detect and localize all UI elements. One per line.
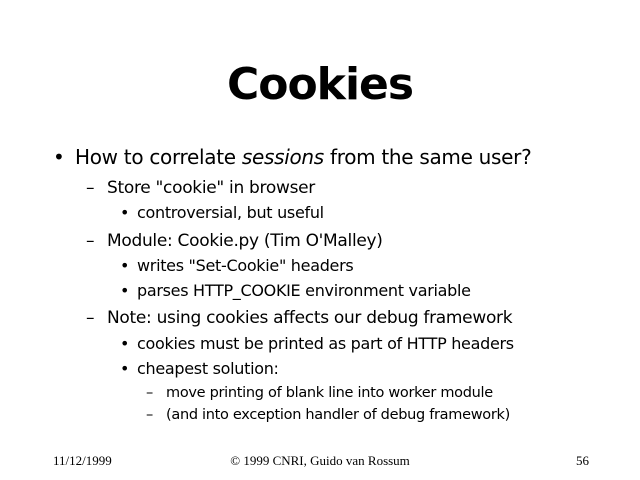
footer-date: 11/12/1999 bbox=[53, 453, 112, 468]
bullet-controversial bbox=[120, 203, 324, 222]
bullet-text-pre: How to correlate bbox=[75, 145, 242, 169]
dash-icon: – bbox=[146, 385, 153, 401]
bullet-how-to-correlate bbox=[53, 145, 531, 169]
bullet-writes-setcookie bbox=[120, 256, 353, 275]
bullet-dot-icon: • bbox=[120, 281, 130, 300]
slide-title: Cookies bbox=[226, 59, 414, 110]
bullet-parses-httpcookie bbox=[120, 281, 471, 300]
bullet-and-into-exception bbox=[146, 407, 510, 424]
bullet-move-printing bbox=[146, 385, 493, 402]
bullet-text: writes "Set-Cookie" headers bbox=[137, 256, 354, 275]
footer-page-number: 56 bbox=[576, 453, 589, 468]
bullet-module-cookiepy bbox=[86, 231, 383, 251]
bullet-text: move printing of blank line into worker module bbox=[166, 385, 493, 401]
bullet-text-emphasis: sessions bbox=[241, 145, 324, 169]
bullet-cookies-printed bbox=[120, 334, 514, 353]
bullet-cheapest-solution bbox=[120, 359, 279, 378]
bullet-text: Note: using cookies affects our debug framework bbox=[107, 308, 513, 328]
dash-icon: – bbox=[146, 407, 153, 423]
bullet-text: Module: Cookie.py (Tim O'Malley) bbox=[107, 231, 383, 251]
bullet-text: Store "cookie" in browser bbox=[107, 178, 315, 198]
bullet-text: controversial, but useful bbox=[137, 203, 324, 222]
bullet-text: cookies must be printed as part of HTTP headers bbox=[137, 334, 514, 353]
bullet-store-cookie bbox=[86, 178, 315, 198]
footer-copyright: © 1999 CNRI, Guido van Rossum bbox=[230, 453, 410, 468]
bullet-text-post: from the same user? bbox=[323, 145, 532, 169]
bullet-note-debug bbox=[86, 308, 512, 328]
bullet-text: parses HTTP_COOKIE environment variable bbox=[137, 281, 471, 300]
bullet-text: cheapest solution: bbox=[137, 359, 279, 378]
bullet-dot-icon: • bbox=[120, 359, 130, 378]
bullet-dot-icon: • bbox=[53, 145, 65, 169]
bullet-dot-icon: • bbox=[120, 334, 130, 353]
dash-icon: – bbox=[86, 178, 95, 198]
bullet-dot-icon: • bbox=[120, 203, 130, 222]
bullet-dot-icon: • bbox=[120, 256, 130, 275]
bullet-text: (and into exception handler of debug framework) bbox=[166, 407, 510, 423]
dash-icon: – bbox=[86, 231, 95, 251]
dash-icon: – bbox=[86, 308, 95, 328]
